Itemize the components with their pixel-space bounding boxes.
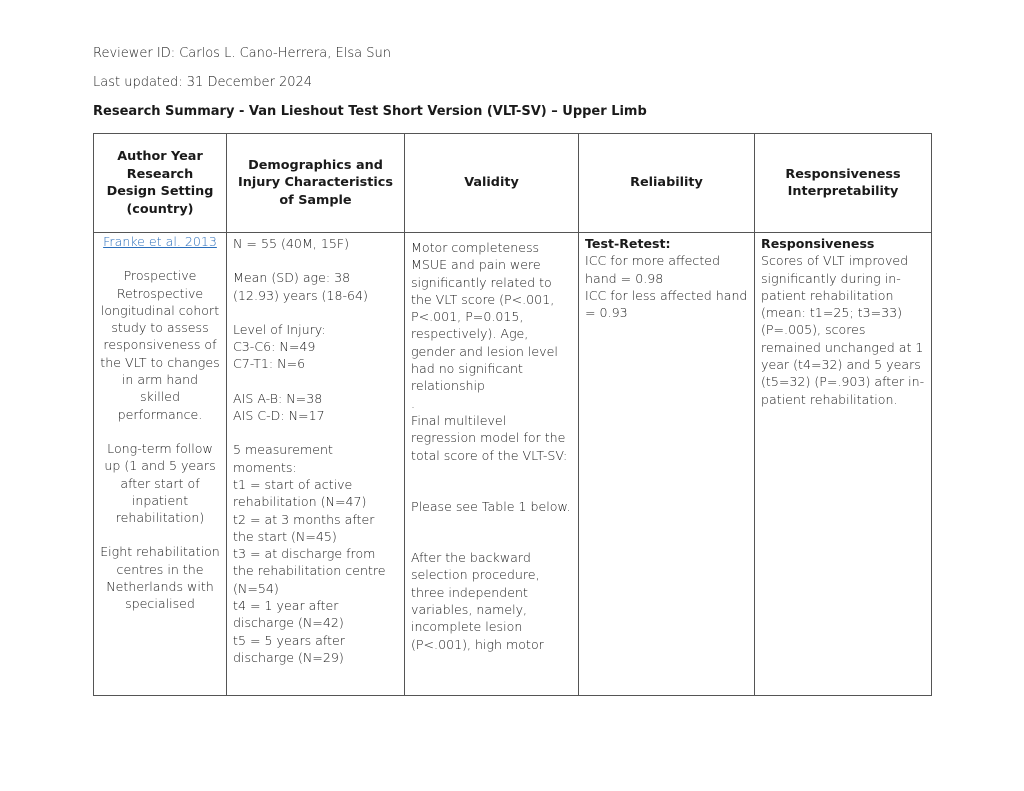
cell-author — [94, 233, 227, 696]
header-validity: Validity — [405, 134, 579, 233]
header-reliability: Reliability — [579, 134, 755, 233]
moment-t1: t1 = start of active rehabilitation (N=47) — [233, 476, 367, 510]
cell-responsiveness — [755, 233, 932, 696]
measurement-moments-label: 5 measurement moments: — [233, 442, 333, 475]
validity-finding: Motor completeness MSUE and pain were significantly related to the VLT score (P<.001, P<.001, P=0.015, respectively). Age, gender and lesion level had no significant relationship — [411, 240, 558, 394]
test-retest-label: Test-Retest: — [585, 236, 671, 251]
injury-level-c7-t1: C7-T1: N=6 — [233, 356, 306, 372]
responsiveness-label: Responsiveness — [761, 236, 875, 251]
study-followup: Long-term follow up (1 and 5 years after start of inpatient rehabilitation) — [104, 440, 216, 526]
reviewer-id: Reviewer ID: Carlos L. Cano-Herrera, Elsa Sun — [93, 46, 391, 61]
study-design: Prospective Retrospective longitudinal cohort study to assess responsiveness of the VLT to changes in arm hand skilled performance. — [100, 268, 220, 422]
responsiveness-text: Scores of VLT improved significantly during in-patient rehabilitation (mean: t1=25; t3=33) (P=.005), scores remained unchanged at 1 year (t4=32) and 5 years (t5=32) (P=.903) after in-patient rehabilitation. — [761, 253, 925, 407]
validity-table-ref: Please see Table 1 below. — [411, 498, 571, 514]
icc-more-affected: ICC for more affected hand = 0.98 — [585, 253, 720, 286]
sample-size: N = 55 (40M, 15F) — [233, 236, 350, 251]
research-summary-table — [93, 133, 932, 696]
document-title: Research Summary - Van Lieshout Test Short Version (VLT-SV) – Upper Limb — [93, 104, 647, 119]
ais-a-b: AIS A-B: N=38 — [233, 390, 323, 406]
last-updated: Last updated: 31 December 2024 — [93, 75, 313, 90]
validity-backward-selection: After the backward selection procedure, three independent variables, namely, incomplete lesion (P<.001), high motor — [411, 550, 544, 652]
injury-level-label: Level of Injury: — [233, 321, 326, 337]
cell-validity — [405, 233, 579, 696]
ais-c-d: AIS C-D: N=17 — [233, 408, 325, 424]
cell-demographics — [227, 233, 405, 696]
header-responsiveness: Responsiveness Interpretability — [755, 134, 932, 233]
sample-age: Mean (SD) age: 38 (12.93) years (18-64) — [233, 270, 368, 303]
moment-t3: t3 = at discharge from the rehabilitation centre (N=54) — [233, 546, 386, 596]
study-setting: Eight rehabilitation centres in the Netherlands with specialised — [100, 544, 220, 612]
header-demographics: Demographics and Injury Characteristics of Sample — [227, 134, 405, 233]
study-link[interactable]: Franke et al. 2013 — [103, 234, 217, 249]
moment-t5: t5 = 5 years after discharge (N=29) — [233, 632, 345, 665]
icc-less-affected: ICC for less affected hand = 0.93 — [585, 287, 748, 321]
moment-t4: t4 = 1 year after discharge (N=42) — [233, 598, 344, 631]
validity-period: . — [411, 395, 416, 411]
moment-t2: t2 = at 3 months after the start (N=45) — [233, 511, 375, 544]
cell-reliability — [579, 233, 755, 696]
validity-regression: Final multilevel regression model for the total score of the VLT-SV: — [411, 412, 568, 463]
table-row — [94, 233, 932, 696]
table-header-row — [94, 134, 932, 233]
header-author: Author Year Research Design Setting (country) — [94, 134, 227, 233]
injury-level-c3-c6: C3-C6: N=49 — [233, 339, 316, 355]
